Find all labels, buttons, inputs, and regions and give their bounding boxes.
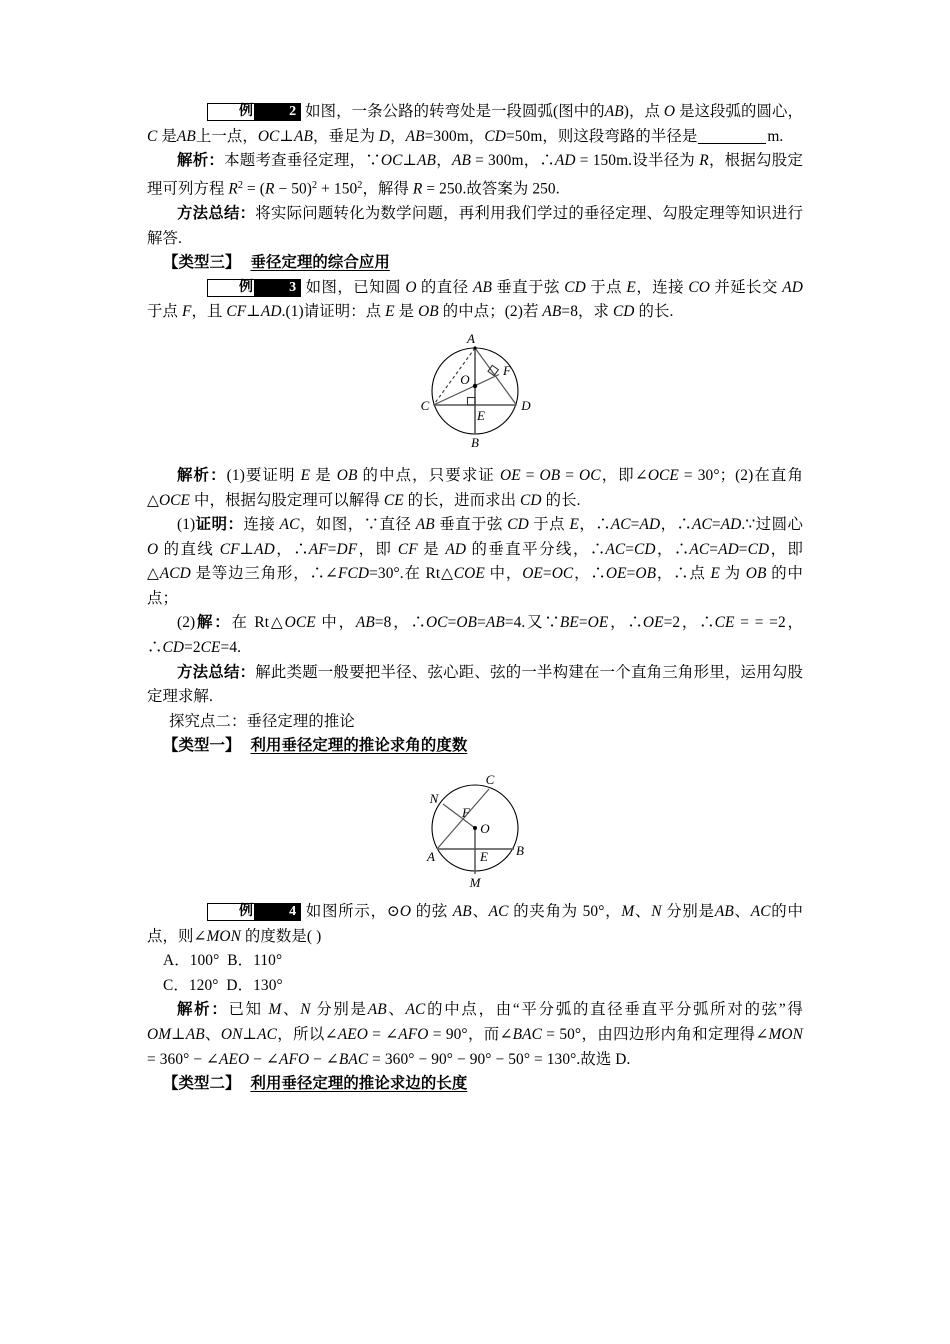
ex4-v6: AB <box>714 903 734 921</box>
ex3p2-v3: OC <box>425 614 448 632</box>
example-3-analysis <box>147 464 803 513</box>
ex2s-sup9: 2 <box>357 179 363 191</box>
example-3-proof-part1 <box>147 513 803 611</box>
ex3p1-v24: OE <box>522 565 543 583</box>
ex2-t9: =50m，则这段弯路的半径是 <box>505 127 698 145</box>
ex3p2-v2: AB <box>355 614 375 632</box>
option-c-value[interactable]: 120° <box>188 976 219 994</box>
ex3p2-t11: = = =2，∴ <box>147 614 803 657</box>
ex3p1-t3: ，如图，∵直径 <box>299 516 416 534</box>
example-4-solution <box>147 998 803 1072</box>
ex4s-t1: 已知 <box>228 1001 269 1019</box>
ex4s-t5: 的中点，由“平分弧的直径垂直平分弧所对的弦”得 <box>425 1001 804 1019</box>
ex3-v7: F <box>181 303 192 321</box>
ex3p1-t1: (1) <box>177 516 196 534</box>
ex4s-t4: 、 <box>386 1001 406 1019</box>
figure-2-circle-mn <box>147 771 803 894</box>
ex2s-v7: R <box>265 180 275 198</box>
ex3a-t5: = <box>560 466 580 484</box>
ex3p2-t2: 在 Rt△ <box>231 614 285 632</box>
example-3-badge <box>177 279 301 297</box>
ex3-t3: 垂直于弦 <box>491 278 565 296</box>
ex2s-v4: AD <box>554 152 576 170</box>
ex4s-v5: OM <box>147 1026 172 1044</box>
label-f-2: F <box>462 805 470 821</box>
ex2-t6: ，垂足为 <box>313 127 379 145</box>
ex2-v-ab4: AB <box>405 127 425 145</box>
ex3a-t9: 的长，进而求出 <box>403 491 521 509</box>
ex3-t6: 并延长交 <box>709 278 783 296</box>
method-summary-text-2: 解此类题一般要把半径、弦心距、弦的一半构建在一个直角三角形里，运用勾股定理求解. <box>147 663 803 706</box>
ex3a-t2: 是 <box>310 466 337 484</box>
method-summary-label-2: 方法总结： <box>177 663 256 681</box>
type-heading-1 <box>147 734 803 759</box>
ex3-t12: 的中点；(2)若 <box>438 303 543 321</box>
ex3p1-v22: FCD <box>338 565 370 583</box>
ex2s-v5: R <box>699 152 709 170</box>
ex3p1-t12: ⊥ <box>239 540 255 558</box>
ex3a-v5: OC <box>579 466 601 484</box>
ex4s-v9: AEO <box>337 1026 368 1044</box>
ex2s-v6: R <box>228 180 238 198</box>
ex4s-v11: BAC <box>512 1026 542 1044</box>
example-3-proof-part2 <box>147 611 803 660</box>
ex3p1-t28: = <box>626 565 636 583</box>
ex3p1-v11: AD <box>254 540 275 558</box>
label-b: B <box>471 434 479 449</box>
example-3-badge-word: 例 <box>207 279 255 297</box>
ex2-v-c: C <box>147 127 158 145</box>
label-a: A <box>467 332 475 346</box>
ex3p1-t27: ，∴ <box>573 565 606 583</box>
ex3p1-t25: 中， <box>484 565 523 583</box>
ex4s-t11: = 90°，而∠ <box>428 1026 513 1044</box>
probe-point-2: 探究点二：垂径定理的推论 <box>169 712 355 730</box>
option-a-key[interactable]: A． <box>163 952 190 970</box>
ex3p1-t17: 的垂直平分线，∴ <box>466 540 606 558</box>
ex3p1-t13: ，∴ <box>274 540 309 558</box>
ex4-t2: 的弦 <box>411 903 453 921</box>
solution-label-4: 解析： <box>177 1001 229 1019</box>
example-3-badge-number: 3 <box>254 279 301 297</box>
ex2-v-ab-arc: AB <box>604 103 624 120</box>
ex3-t7: 于点 <box>147 303 182 321</box>
option-c-key[interactable]: C． <box>163 976 189 994</box>
ex3p1-t18: = <box>625 540 634 558</box>
ex3p1-v20: CD <box>747 540 770 558</box>
ex3p1-v8: AD <box>720 516 742 534</box>
ex3p1-t30: 为 <box>720 565 746 583</box>
ex3a-t8: 中，根据勾股定理可以解得 <box>190 491 384 509</box>
ex4s-v4: AC <box>405 1001 426 1019</box>
type-heading-2-title: 利用垂径定理的推论求边的长度 <box>250 1075 468 1093</box>
ex3-v5: CO <box>688 278 710 296</box>
ex2-v-cd: CD <box>484 127 506 145</box>
ex3p2-v4: OB <box>456 614 478 632</box>
ex3-t9: ⊥ <box>246 303 261 321</box>
type-heading-2 <box>147 1072 803 1097</box>
ex4s-t16: = 360° − 90° − 90° − 50° = 130°.故选 D. <box>368 1050 631 1068</box>
ex4s-t14: − ∠ <box>249 1050 279 1068</box>
point-o-dot-2 <box>473 826 477 830</box>
ex3p1-t10: .∵过圆心 <box>741 516 803 534</box>
ex3p1-t16: 是 <box>417 540 446 558</box>
ex4-t5: 、 <box>634 903 652 921</box>
method-summary-1 <box>147 202 803 251</box>
ex2-v-o: O <box>663 103 676 120</box>
ex3p1-t22: ，即△ <box>147 540 803 583</box>
ex3p1-v19: AD <box>718 540 739 558</box>
ex3-v11: OB <box>418 303 439 321</box>
ex4-v8: MON <box>206 927 241 945</box>
ex3p1-v29: OB <box>745 565 767 583</box>
ex3p1-v1: AC <box>279 516 300 534</box>
example-2-solution <box>147 149 803 202</box>
ex3p1-v21: ACD <box>159 565 191 583</box>
ex3a-v4: OB <box>539 466 561 484</box>
option-b-value[interactable]: 110° <box>253 952 283 970</box>
ex3p1-v10: CF <box>219 540 240 558</box>
method-summary-label-1: 方法总结： <box>177 204 256 222</box>
ex2s-t9: + 150 <box>317 180 358 198</box>
ex4-t9: 的度数是( ) <box>240 927 322 945</box>
ex2s-v10: R <box>412 180 423 198</box>
ex2-t10: m. <box>767 127 784 145</box>
ex3a-v7: OCE <box>158 491 191 509</box>
ex3p2-t13: =4. <box>220 639 242 657</box>
ex4s-t15: − ∠ <box>309 1050 339 1068</box>
fill-in-blank[interactable] <box>698 143 766 144</box>
ex4s-v8: AC <box>257 1026 277 1044</box>
type-heading-2-tag: 【类型二】 <box>163 1075 241 1093</box>
proof-label: 证明： <box>195 516 244 534</box>
point-o-dot <box>473 384 477 388</box>
ex3p2-t5: = <box>447 614 457 632</box>
ex3-t1: 如图，已知圆 <box>305 278 406 296</box>
ex2-t3: 是这段弧的圆心， <box>675 103 803 120</box>
label-b-2: B <box>516 843 524 859</box>
ex3p2-v6: BE <box>559 614 579 632</box>
ex3p1-t29: ，∴点 <box>656 565 711 583</box>
example-4-options-row-2 <box>147 974 803 999</box>
ex3p2-t10: =2，∴ <box>663 614 715 632</box>
option-d-value[interactable]: 130° <box>253 976 283 994</box>
ex2-t7: ， <box>390 127 406 145</box>
option-d-key[interactable]: D． <box>226 976 254 994</box>
ex3p2-t9: ，∴ <box>608 614 643 632</box>
example-4-badge-word: 例 <box>207 903 255 921</box>
ex3p1-v28: E <box>710 565 720 583</box>
ex3-v12: AB <box>542 303 562 321</box>
ex2s-t7: = ( <box>243 180 266 198</box>
ex4s-t10: = ∠ <box>367 1026 399 1044</box>
ex4s-v10: AFO <box>398 1026 429 1044</box>
solution-label: 解析： <box>177 152 225 170</box>
ex4s-t6: ⊥ <box>171 1026 186 1044</box>
example-2-problem <box>147 100 803 149</box>
ex4-t8: 的中点，则∠ <box>147 903 803 945</box>
ex3p2-t6: = <box>477 614 486 632</box>
label-d: D <box>521 397 531 413</box>
ex3p1-t2: 连接 <box>243 516 280 534</box>
ex3-t10: .(1)请证明：点 <box>281 303 386 321</box>
label-f: F <box>503 362 511 378</box>
example-2-badge-number: 2 <box>254 103 301 121</box>
ex3a-v8: CE <box>383 491 404 509</box>
ex3a-t10: 的长. <box>541 491 581 509</box>
ex2s-t10: ，解得 <box>362 180 413 198</box>
ex4s-t7: 、 <box>204 1026 221 1044</box>
point-a-dot <box>473 346 476 349</box>
ex4-v2: AB <box>452 903 472 921</box>
ex3p1-v12: AF <box>308 540 328 558</box>
ex3-t8: ，且 <box>191 303 227 321</box>
ex3p1-v16: AC <box>605 540 626 558</box>
ex3p1-t23: 是等边三角形，∴∠ <box>190 565 339 583</box>
ex2s-sup8: 2 <box>312 179 318 191</box>
example-2-badge <box>177 103 301 121</box>
ex4s-v3: AB <box>367 1001 387 1019</box>
right-angle-mark-e <box>468 397 476 405</box>
ex3-v10: E <box>385 303 395 321</box>
type-heading-3-tag: 【类型三】 <box>163 254 241 272</box>
figure-1-circle-abcd <box>147 333 803 454</box>
ex3p1-t19: ，∴ <box>655 540 690 558</box>
ex3p1-t31: 的中点； <box>147 565 803 607</box>
ex3p1-t7: = <box>630 516 640 534</box>
ex3p1-v3: CD <box>507 516 529 534</box>
ex3-v3: CD <box>564 278 586 296</box>
ex3p2-v8: OE <box>642 614 664 632</box>
label-o: O <box>460 371 470 387</box>
ex3p1-v2: AB <box>415 516 435 534</box>
example-2-badge-word: 例 <box>207 103 255 121</box>
ex3-t13: =8，求 <box>561 303 613 321</box>
ex3p2-v5: AB <box>485 614 505 632</box>
analysis-label-3: 解析： <box>177 466 227 484</box>
ex3-v2: AB <box>472 278 492 296</box>
ex3p1-t5: 于点 <box>528 516 570 534</box>
ex4-v1: O <box>399 903 412 921</box>
ex3p2-t3: 中， <box>315 614 356 632</box>
ex4-v7: AC <box>750 903 771 921</box>
ex2s-t3: ， <box>436 152 452 170</box>
ex2-v-ab3: AB <box>293 127 313 145</box>
ex3-t4: 于点 <box>585 278 627 296</box>
ex3a-v9: CD <box>520 491 542 509</box>
ex3p1-v7: AC <box>692 516 712 534</box>
ex3p2-v10: CD <box>162 639 185 657</box>
ex3p2-v9: CE <box>714 614 735 632</box>
ex2-t5: 上一点， <box>195 127 258 145</box>
ex3-v13: CD <box>612 303 635 321</box>
ex2s-v3: AB <box>451 152 471 170</box>
ex4s-v7: ON <box>220 1026 243 1044</box>
example-4-badge <box>177 903 301 921</box>
ex4-t4: 的夹角为 50°， <box>508 903 622 921</box>
method-summary-text-1: 将实际问题转化为数学问题，再利用我们学过的垂径定理、勾股定理等知识进行解答. <box>147 204 803 247</box>
ex4-t7: 、 <box>733 903 751 921</box>
ex4s-t8: ⊥ <box>242 1026 258 1044</box>
ex4s-v13: AEO <box>219 1050 250 1068</box>
ex4-t1: 如图所示，⊙ <box>305 903 400 921</box>
ex3p2-v11: CE <box>200 639 221 657</box>
ex3p1-t8: ，∴ <box>660 516 693 534</box>
ex3p1-v23: COE <box>453 565 485 583</box>
type-heading-1-title: 利用垂径定理的推论求角的度数 <box>250 737 468 755</box>
ex3p1-t24: =30°.在 Rt△ <box>369 565 454 583</box>
label-o-2: O <box>480 821 490 837</box>
ex3p1-v25: OC <box>551 565 574 583</box>
ex3p1-t26: = <box>542 565 552 583</box>
label-e: E <box>477 407 485 423</box>
example-4-problem <box>147 900 803 949</box>
ex3p1-t11: 的直线 <box>158 540 220 558</box>
ex3-t5: ，连接 <box>635 278 689 296</box>
method-summary-2 <box>147 661 803 710</box>
ex2s-sup6: 2 <box>237 179 244 191</box>
label-e-2: E <box>480 849 488 865</box>
ex3p1-v5: AC <box>610 516 631 534</box>
ex3p1-v14: CF <box>397 540 418 558</box>
ex2s-t11: = 250.故答案为 250. <box>422 180 560 198</box>
ex3p1-v27: OB <box>635 565 657 583</box>
ex3-t14: 的长. <box>634 303 674 321</box>
ex3p1-v13: DF <box>336 540 358 558</box>
ex3a-v6: OCE <box>647 466 679 484</box>
ex4s-t3: 分别是 <box>310 1001 368 1019</box>
ex4s-v1: M <box>268 1001 282 1019</box>
ex4s-t12: = 50°，由四边形内角和定理得∠ <box>542 1026 769 1044</box>
ex3-v9: AD <box>260 303 282 321</box>
ex2s-t1: 本题考查垂径定理，∵ <box>224 152 381 170</box>
ex3p2-t4: =8，∴ <box>374 614 426 632</box>
ex3p1-t6: ，∴ <box>578 516 611 534</box>
option-b-key[interactable]: B． <box>227 952 254 970</box>
figure-2-svg <box>389 771 561 889</box>
ex3p2-t8: = <box>578 614 588 632</box>
ex3p2-v1: OCE <box>284 614 316 632</box>
ex4-v3: AC <box>488 903 509 921</box>
ex3-v1: O <box>405 278 417 296</box>
ex2-perp-1: ⊥ <box>279 127 294 145</box>
ex3p1-t14: = <box>327 540 337 558</box>
ex4s-t9: ，所以∠ <box>276 1026 338 1044</box>
ex2s-t5: = 150m.设半径为 <box>575 152 700 170</box>
ex2-v-oc: OC <box>257 127 280 145</box>
ex3p2-t12: =2 <box>184 639 201 657</box>
ex3-t11: 是 <box>394 303 419 321</box>
ex3a-t3: 的中点，只要求证 <box>357 466 500 484</box>
ex3a-t1: (1)要证明 <box>226 466 301 484</box>
ex3a-t4: = <box>520 466 540 484</box>
ex4-v4: M <box>621 903 635 921</box>
ex3p1-v9: O <box>147 540 159 558</box>
ex3a-t6: ，即∠ <box>600 466 648 484</box>
ex3a-v1: E <box>300 466 311 484</box>
label-n-2: N <box>429 791 439 807</box>
ex2s-v2: AB <box>417 152 437 170</box>
ex3p1-t15: ，即 <box>357 540 398 558</box>
ex2s-v1: OC <box>380 152 403 170</box>
ex3p1-t21: = <box>738 540 748 558</box>
label-c-2: C <box>485 772 495 788</box>
ex3p1-v26: OE <box>605 565 627 583</box>
ex3p2-v7: OE <box>587 614 609 632</box>
ex2s-t8: − 50) <box>274 180 313 198</box>
ex2s-t2: ⊥ <box>402 152 418 170</box>
ex4s-v12: MON <box>768 1026 804 1044</box>
ex3-v4: E <box>626 278 636 296</box>
example-3-problem <box>147 276 803 325</box>
label-a-2: A <box>427 849 435 865</box>
ex2s-t6: ，根据勾股定理可列方程 <box>147 152 803 198</box>
ex2-t8: =300m， <box>424 127 485 145</box>
ex4s-t13: = 360° − ∠ <box>147 1050 220 1068</box>
page-content <box>147 100 803 1097</box>
ex2-v-ab2: AB <box>176 127 196 145</box>
ex3p2-t1: (2) <box>177 614 196 632</box>
ex3a-v3: OE <box>499 466 521 484</box>
label-c: C <box>420 397 430 413</box>
example-4-options-row-1 <box>147 949 803 974</box>
ex3p2-t7: =4.又∵ <box>504 614 560 632</box>
right-angle-mark-f <box>488 365 498 375</box>
ex2s-t4: = 300m，∴ <box>470 152 555 170</box>
ex3p1-v18: AC <box>689 540 710 558</box>
ex3p1-t9: = <box>711 516 721 534</box>
ex2-v-d: D <box>378 127 391 145</box>
ex4s-t2: 、 <box>281 1001 301 1019</box>
ex3p1-t4: 垂直于弦 <box>434 516 508 534</box>
ex3-v6: AD <box>782 278 803 296</box>
solve-label: 解： <box>195 614 232 632</box>
ex3p1-v15: AD <box>445 540 467 558</box>
ex2-t1: 如图，一条公路的转弯处是一段圆弧(图中的 <box>305 103 605 120</box>
ex3-v8: CF <box>226 303 247 321</box>
ex3a-v2: OB <box>336 466 358 484</box>
ex4-v5: N <box>651 903 662 921</box>
ex4s-v15: BAC <box>338 1050 369 1068</box>
ex3p1-v6: AD <box>639 516 661 534</box>
ex2-t2: )，点 <box>623 103 664 120</box>
ex3p1-v4: E <box>569 516 579 534</box>
ex4-t3: 、 <box>471 903 489 921</box>
figure-1-svg <box>389 333 561 449</box>
ex3p1-t20: = <box>709 540 719 558</box>
type-heading-3-title: 垂径定理的综合应用 <box>250 254 390 272</box>
type-heading-1-tag: 【类型一】 <box>163 737 241 755</box>
label-m-2: M <box>469 875 481 890</box>
ex3p1-v17: CD <box>634 540 656 558</box>
type-heading-3 <box>147 251 803 276</box>
ex4-t6: 分别是 <box>661 903 715 921</box>
ex4s-v14: AFO <box>278 1050 310 1068</box>
ex2-t4: 是 <box>157 127 177 145</box>
ex3a-t7: = 30°；(2)在直角 △ <box>147 466 803 509</box>
option-a-value[interactable]: 100° <box>189 952 220 970</box>
ex4s-v6: AB <box>185 1026 205 1044</box>
ex3-t2: 的直径 <box>416 278 473 296</box>
ex4s-v2: N <box>300 1001 311 1019</box>
example-4-badge-number: 4 <box>254 903 301 921</box>
